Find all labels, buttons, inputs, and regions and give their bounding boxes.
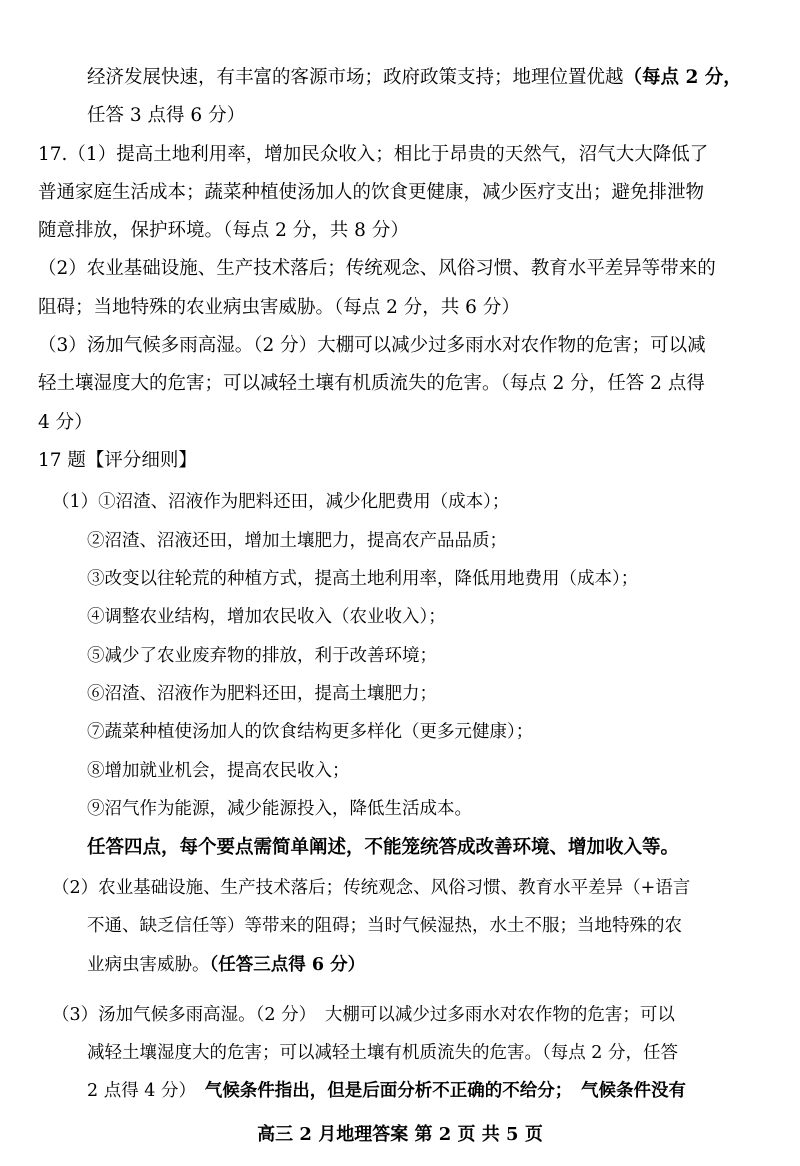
text-line: 4 分） xyxy=(38,412,93,433)
text-line: （1）①沼渣、沼液作为肥料还田，减少化肥费用（成本）； xyxy=(52,492,510,512)
text-line: ⑧增加就业机会，提高农民收入； xyxy=(87,761,350,781)
text-line: 任答四点，每个要点需简单阐述，不能笼统答成改善环境、增加收入等。 xyxy=(87,837,680,858)
text-line: （2）农业基础设施、生产技术落后；传统观念、风俗习惯、教育水平差异等带来的 xyxy=(38,258,716,279)
text-line: ⑨沼气作为能源，减少能源投入，降低生活成本。 xyxy=(87,799,472,819)
text-line: ②沼渣、沼液还田，增加土壤肥力，提高农产品品质； xyxy=(87,531,507,551)
text-line: 17 题【评分细则】 xyxy=(38,450,197,471)
text-line: ⑦蔬菜种植使汤加人的饮食结构更多样化（更多元健康）； xyxy=(87,722,534,742)
text-line: ③改变以往轮荒的种植方式，提高土地利用率，降低用地费用（成本）； xyxy=(87,569,639,589)
text-line: 17.（1）提高土地利用率，增加民众收入；相比于昂贵的天然气，沼气大大降低了 xyxy=(38,144,709,165)
text-line: （2）农业基础设施、生产技术落后；传统观念、风俗习惯、教育水平差异（+语言 xyxy=(52,878,691,898)
text-line: 轻土壤湿度大的危害；可以减轻土壤有机质流失的危害。（每点 2 分，任答 2 点得 xyxy=(38,373,705,394)
text-line: 任答 3 点得 6 分） xyxy=(87,105,246,126)
text-line: 随意排放，保护环境。（每点 2 分，共 8 分） xyxy=(38,220,409,241)
text-line: 减轻土壤湿度大的危害；可以减轻土壤有机质流失的危害。（每点 2 分，任答 xyxy=(87,1043,679,1063)
text-line: 2 点得 4 分） 气候条件指出，但是后面分析不正确的不给分； 气候条件没有 xyxy=(87,1081,686,1101)
text-line: 阻碍；当地特殊的农业病虫害威胁。（每点 2 分，共 6 分） xyxy=(38,297,520,318)
text-line: 不通、缺乏信任等）等带来的阻碍；当时气候湿热，水土不服；当地特殊的农 xyxy=(87,916,682,936)
text-line: （3）汤加气候多雨高湿。（2 分）大棚可以减少过多雨水对农作物的危害；可以减 xyxy=(38,335,706,356)
text-line: 经济发展快速，有丰富的客源市场；政府政策支持；地理位置优越（每点 2 分， xyxy=(87,67,742,88)
text-line: （3）汤加气候多雨高湿。（2 分） 大棚可以减少过多雨水对农作物的危害；可以 xyxy=(52,1005,675,1025)
page-footer: 高三 2 月地理答案 第 2 页 共 5 页 xyxy=(257,1124,543,1145)
text-line: 普通家庭生活成本；蔬菜种植使汤加人的饮食更健康，减少医疗支出；避免排泄物 xyxy=(38,182,705,203)
text-line: ⑤减少了农业废弃物的排放，利于改善环境； xyxy=(87,646,437,666)
text-line: ⑥沼渣、沼液作为肥料还田，提高土壤肥力； xyxy=(87,684,437,704)
text-line: 业病虫害威胁。（任答三点得 6 分） xyxy=(87,955,366,975)
text-line: ④调整农业结构，增加农民收入（农业收入）； xyxy=(87,607,446,627)
